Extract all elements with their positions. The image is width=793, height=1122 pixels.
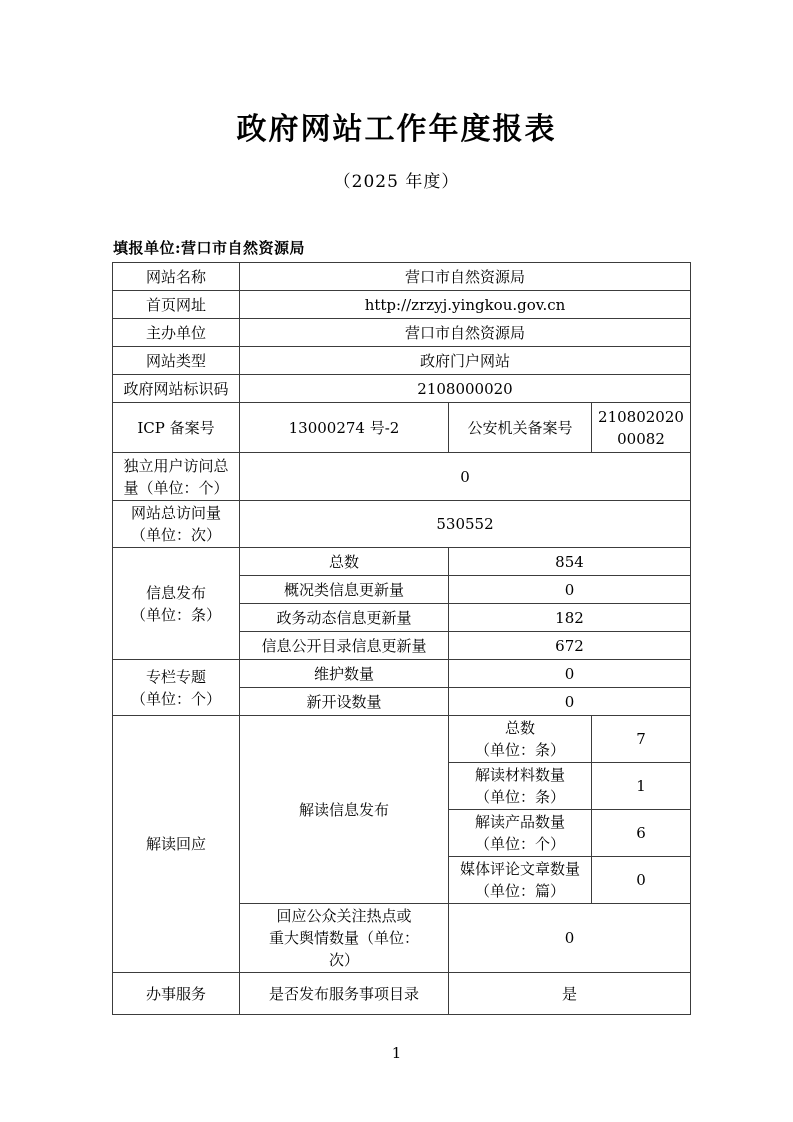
report-table [112, 262, 691, 1015]
info-publish-item-label: 概况类信息更新量 [240, 576, 449, 604]
info-publish-item-value: 0 [449, 576, 691, 604]
row-icp [113, 403, 691, 453]
site-name-label: 网站名称 [113, 263, 240, 291]
interpretation-item-label-line2: （单位：篇） [474, 882, 565, 900]
interpretation-item-label [449, 763, 592, 810]
interpretation-item-label-line2: （单位：个） [474, 835, 565, 853]
total-visits-label-line1: 网站总访问量 [130, 504, 221, 522]
interpretation-item-label-line1: 解读产品数量 [474, 813, 565, 831]
total-visits-label [113, 501, 240, 548]
info-publish-item-value: 854 [449, 548, 691, 576]
row-homepage-url [113, 291, 691, 319]
interpretation-item-value: 1 [592, 763, 691, 810]
row-special-columns-maintained [113, 660, 691, 688]
interpretation-item-label-line2: （单位：条） [474, 788, 565, 806]
special-columns-item-value: 0 [449, 688, 691, 716]
interpretation-item-label-line1: 媒体评论文章数量 [459, 860, 580, 878]
row-interpretation-total [113, 716, 691, 763]
interpretation-item-label-line1: 总数 [504, 719, 535, 737]
reporting-unit: 填报单位:营口市自然资源局 [113, 239, 306, 257]
row-organizer [113, 319, 691, 347]
interpretation-item-value: 7 [592, 716, 691, 763]
row-unique-visitors [113, 453, 691, 501]
special-columns-item-label: 维护数量 [240, 660, 449, 688]
info-publish-item-value: 182 [449, 604, 691, 632]
interpretation-response-label [240, 904, 449, 973]
row-total-visits [113, 501, 691, 548]
interpretation-publish-label: 解读信息发布 [240, 716, 449, 904]
interpretation-item-label-line1: 解读材料数量 [474, 766, 565, 784]
info-publish-item-label: 信息公开目录信息更新量 [240, 632, 449, 660]
interpretation-response-label-line1: 回应公众关注热点或 [276, 907, 412, 925]
police-value: 21080202000082 [592, 403, 691, 453]
total-visits-value: 530552 [240, 501, 691, 548]
interpretation-item-label [449, 716, 592, 763]
organizer-value: 营口市自然资源局 [240, 319, 691, 347]
interpretation-response-value: 0 [449, 904, 691, 973]
services-item-value: 是 [449, 973, 691, 1015]
interpretation-item-label-line2: （单位：条） [474, 741, 565, 759]
site-type-value: 政府门户网站 [240, 347, 691, 375]
info-publish-label-line1: 信息发布 [145, 583, 206, 602]
homepage-url-value: http://zrzyj.yingkou.gov.cn [240, 291, 691, 319]
special-columns-label-line2: （单位：个） [130, 689, 221, 708]
interpretation-item-label [449, 857, 592, 904]
info-publish-label [113, 548, 240, 660]
interpretation-response-label-line3: 次） [328, 951, 359, 969]
info-publish-item-label: 政务动态信息更新量 [240, 604, 449, 632]
row-site-type [113, 347, 691, 375]
row-site-name [113, 263, 691, 291]
interpretation-label: 解读回应 [113, 716, 240, 973]
site-id-value: 2108000020 [240, 375, 691, 403]
page-subtitle: （2025 年度） [333, 172, 460, 192]
info-publish-label-line2: （单位：条） [130, 605, 221, 624]
page-number: 1 [391, 1044, 402, 1062]
special-columns-item-value: 0 [449, 660, 691, 688]
site-type-label: 网站类型 [113, 347, 240, 375]
page-title: 政府网站工作年度报表 [236, 112, 557, 147]
icp-value: 13000274 号-2 [240, 403, 449, 453]
special-columns-label-line1: 专栏专题 [145, 667, 206, 686]
total-visits-label-line2: （单位：次） [130, 526, 221, 544]
site-id-label: 政府网站标识码 [113, 375, 240, 403]
unique-visitors-value: 0 [240, 453, 691, 501]
info-publish-item-value: 672 [449, 632, 691, 660]
services-item-label: 是否发布服务事项目录 [240, 973, 449, 1015]
info-publish-item-label: 总数 [240, 548, 449, 576]
interpretation-item-label [449, 810, 592, 857]
homepage-url-label: 首页网址 [113, 291, 240, 319]
icp-label: ICP 备案号 [113, 403, 240, 453]
interpretation-item-value: 0 [592, 857, 691, 904]
interpretation-response-label-line2: 重大舆情数量（单位： [268, 929, 419, 947]
police-label: 公安机关备案号 [449, 403, 592, 453]
site-name-value: 营口市自然资源局 [240, 263, 691, 291]
row-site-id [113, 375, 691, 403]
unique-visitors-label [113, 453, 240, 501]
row-services-directory [113, 973, 691, 1015]
special-columns-label [113, 660, 240, 716]
services-label: 办事服务 [113, 973, 240, 1015]
organizer-label: 主办单位 [113, 319, 240, 347]
unique-visitors-label-line1: 独立用户访问总 [123, 456, 229, 475]
special-columns-item-label: 新开设数量 [240, 688, 449, 716]
unique-visitors-label-line2: 量（单位：个） [123, 478, 229, 497]
interpretation-item-value: 6 [592, 810, 691, 857]
row-info-publish-total [113, 548, 691, 576]
